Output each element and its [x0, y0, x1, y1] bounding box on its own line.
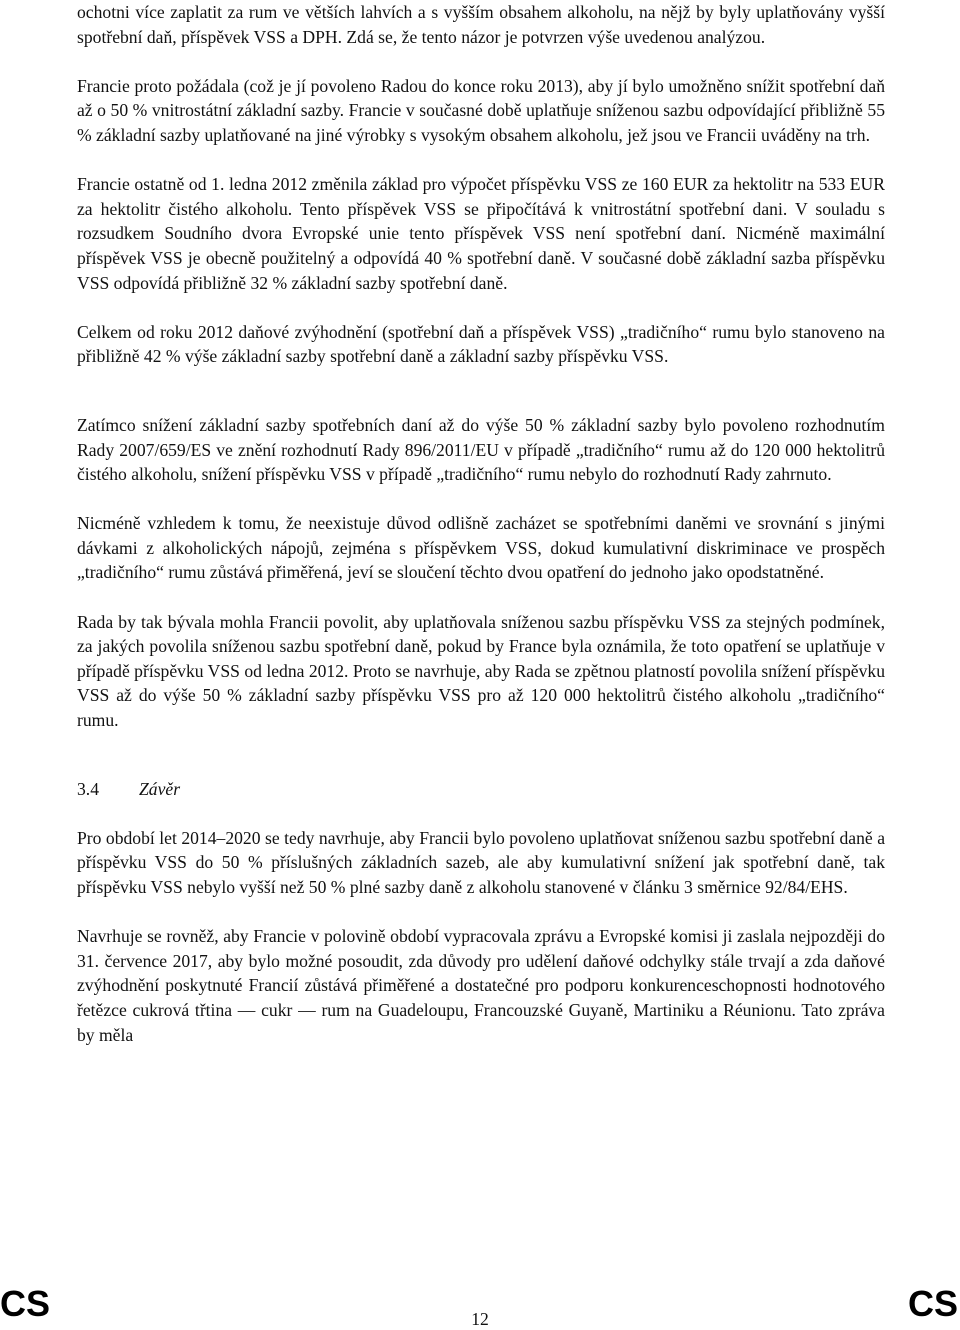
paragraph-council-authorisation: Rada by tak bývala mohla Francii povolit, aby uplatňovala sníženou sazbu příspěvku VSS za stejných podmínek, za jakých povolila sníženou sazbu spotřební daně, pokud by France byla oznámila, že toto opatření se uplatňuje v případě příspěvku VSS od ledna 2012. Proto se navrhuje, aby Rada se zpětnou platností povolila snížení příspěvku VSS až do výše 50 % základní sazby příspěvku VSS pro až 120 000 hektolitrů čistého alkoholu „tradičního“ rumu.	[77, 611, 885, 731]
paragraph-excise-reduction-request: Francie proto požádala (což je jí povoleno Radou do konce roku 2013), aby jí bylo umožněno snížit spotřební daň až o 50 % vnitrostátní základní sazby. Francie v současné době uplatňuje sníženou sazbu odpovídající přibližně 55 % základní sazby uplatňované na jiné výrobky s vysokým obsahem alkoholu, jež jsou ve Francii uváděny na trh.	[77, 75, 885, 145]
paragraph-vss-contribution-base: Francie ostatně od 1. ledna 2012 změnila základ pro výpočet příspěvku VSS ze 160 EUR za hektolitr na 533 EUR za hektolitr čistého alkoholu. Tento příspěvek VSS se připočítává k vnitrostátní spotřební dani. V souladu s rozsudkem Soudního dvora Evropské unie tento příspěvek VSS není spotřební daní. Nicméně maximální příspěvek VSS je obecně použitelný a odpovídá 40 % spotřební daně. V současné době základní sazba příspěvku VSS odpovídá přibližně 32 % základní sazby spotřební daně.	[77, 174, 885, 293]
paragraph-rum-bottles: ochotni více zaplatit za rum ve větších lahvích a s vyšším obsahem alkoholu, na nějž by byly uplatňovány vyšší spotřební daň, příspěvek VSS a DPH. Zdá se, že tento názor je potvrzen výše uvedenou analýzou.	[77, 2, 885, 47]
footer-language-label-left: CS	[0, 1283, 51, 1324]
section-number: 3.4	[77, 778, 99, 799]
section-title: Závěr	[139, 778, 181, 799]
section-heading	[77, 777, 885, 802]
footer-language-label-right: CS	[907, 1283, 958, 1324]
paragraph-total-tax-advantage: Celkem od roku 2012 daňové zvýhodnění (spotřební daň a příspěvek VSS) „tradičního“ rumu bylo stanoveno na přibližně 42 % výše základní sazby spotřební daně a základní sazby příspěvku VSS.	[77, 321, 885, 367]
page-number: 12	[471, 1309, 489, 1329]
paragraph-midterm-report: Navrhuje se rovněž, aby Francie v polovině období vypracovala zprávu a Evropské komisi ji zaslala nejpozději do 31. července 2017, aby bylo možné posoudit, zda důvody pro udělení daňové odchylky stále trvají a zda daňové zvýhodnění poskytnuté Francií zůstává přiměřené a dostatečné pro podporu konkurenceschopnosti hodnotového řetězce cukrová třtina — cukr — rum na Guadeloupu, Francouzské Guyaně, Martiniku a Réunionu. Tato zpráva by měla	[77, 926, 885, 1045]
paragraph-proposal-2014-2020: Pro období let 2014–2020 se tedy navrhuje, aby Francii bylo povoleno uplatňovat sníženou sazbu spotřební daně a příspěvku VSS do 50 % příslušných základních sazeb, ale aby kumulativní snížení jak spotřební daně, tak příspěvku VSS nebylo vyšší než 50 % plné sazby daně z alkoholu stanovené v článku 3 směrnice 92/84/EHS.	[77, 827, 885, 897]
paragraph-council-decision: Zatímco snížení základní sazby spotřebních daní až do výše 50 % základní sazby bylo povoleno rozhodnutím Rady 2007/659/ES ve znění rozhodnutí Rady 896/2011/EU v případě „tradičního“ rumu až do 120 000 hektolitrů čistého alkoholu, snížení příspěvku VSS v případě „tradičního“ rumu nebylo do rozhodnutí Rady zahrnuto.	[77, 414, 885, 485]
document-body	[77, 0, 885, 1072]
paragraph-cumulative-discrimination: Nicméně vzhledem k tomu, že neexistuje důvod odlišně zacházet se spotřebními daněmi ve srovnání s jinými dávkami z alkoholických nápojů, zejména s příspěvkem VSS, dokud kumulativní diskriminace ve prospěch „tradičního“ rumu zůstává přiměřená, jeví se sloučení těchto dvou opatření do jednoho jako opodstatněné.	[77, 513, 885, 583]
